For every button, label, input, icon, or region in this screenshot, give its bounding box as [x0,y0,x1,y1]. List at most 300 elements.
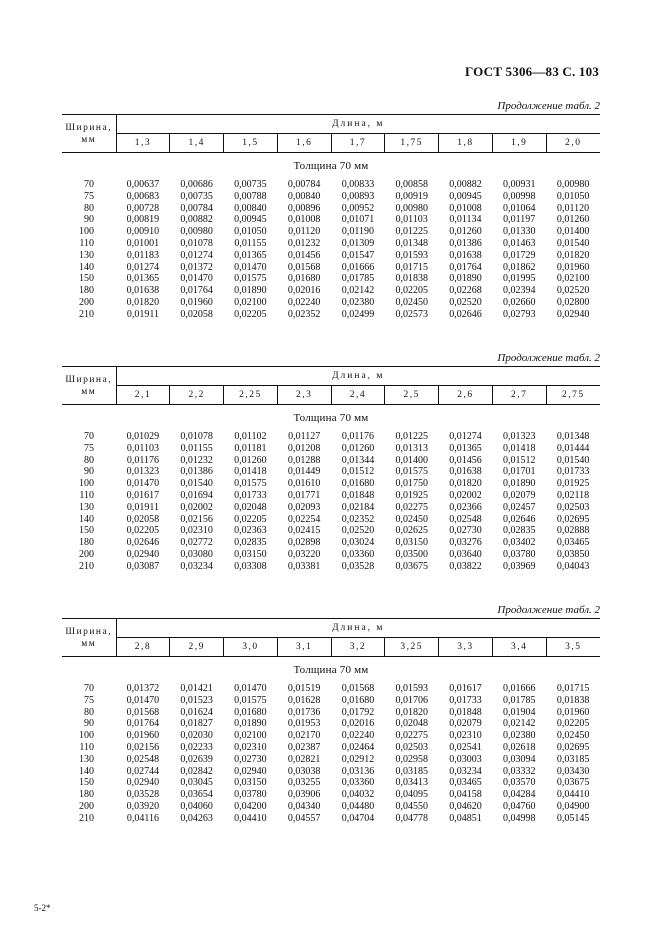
table-row [62,813,600,825]
table-row [62,191,600,203]
volume-cell: 0,01386 [180,466,213,478]
volume-cell: 0,01260 [449,226,482,238]
volume-cell: 0,02240 [287,296,321,308]
volume-cell: 0,00728 [126,202,160,214]
volume-cell: 0,02835 [502,525,536,537]
thickness-text: Толщина 70 мм [293,664,369,676]
volume-cell: 0,02100 [556,273,590,285]
width-value: 100 [79,226,94,238]
volume-cell: 0,01449 [287,466,321,478]
volume-cell: 0,02912 [341,753,375,765]
volume-cell: 0,03332 [502,765,536,777]
length-value: 3,4 [492,638,546,657]
volume-cell: 0,02646 [449,308,482,320]
volume-cell: 0,03276 [449,537,482,549]
volume-cell: 0,02352 [287,308,321,320]
volume-cell: 0,03360 [341,548,375,560]
length-value: 3,0 [224,638,278,657]
volume-cell: 0,02016 [341,718,375,730]
table-row [62,537,600,549]
volume-cell: 0,01827 [180,718,213,730]
volume-cell: 0,01890 [502,478,536,490]
volume-cell: 0,01666 [341,261,375,273]
volume-cell: 0,02772 [180,537,213,549]
volume-cell: 0,01418 [502,442,536,454]
volume-cell: 0,01120 [556,202,590,214]
volume-cell: 0,01463 [502,237,536,249]
width-value: 70 [84,431,94,442]
volume-cell: 0,03150 [395,537,428,549]
width-value: 150 [79,273,94,285]
volume-cell: 0,02940 [234,765,267,777]
table-row [62,226,600,238]
width-unit: мм [81,386,97,397]
volume-cell: 0,03185 [556,753,590,765]
table-row [62,478,600,490]
table-row [62,801,600,813]
table-row [62,455,600,467]
volume-cell: 0,02205 [234,513,267,525]
volume-cell: 0,01995 [502,273,536,285]
width-header [62,367,116,405]
volume-cell: 0,02520 [341,525,375,537]
width-value: 110 [79,741,94,753]
volume-cell: 0,00637 [126,179,160,190]
thickness-row [62,657,600,684]
volume-cell: 0,00788 [234,190,267,202]
volume-cell: 0,02058 [180,308,213,320]
volume-cell: 0,03402 [502,537,536,549]
volume-cell: 0,02618 [502,741,536,753]
data-table [62,114,600,321]
width-value: 80 [84,202,94,214]
volume-cell: 0,01523 [180,694,213,706]
volume-cell: 0,02730 [449,525,482,537]
volume-cell: 0,04410 [556,789,590,801]
volume-cell: 0,01820 [126,296,160,308]
volume-cell: 0,01176 [341,431,375,442]
volume-cell: 0,04116 [126,812,159,824]
thickness-label [62,405,600,432]
volume-cell: 0,01701 [502,466,536,478]
length-value: 2,8 [116,638,170,657]
volume-cell: 0,02170 [287,730,321,742]
volume-cell: 0,03500 [395,548,428,560]
continuation-label: Продолжение табл. 2 [497,352,600,364]
volume-cell: 0,01330 [502,226,536,238]
volume-cell: 0,02573 [395,308,428,320]
volume-cell: 0,02625 [395,525,428,537]
volume-cell: 0,01733 [449,694,482,706]
volume-cell: 0,01666 [502,683,536,694]
volume-cell: 0,02002 [180,501,213,513]
width-unit: мм [81,134,97,145]
volume-cell: 0,02016 [287,285,321,297]
volume-cell: 0,01820 [449,478,482,490]
table-row [62,730,600,742]
table-row [62,789,600,801]
length-caption: Длина, м [116,619,600,638]
length-header-row [62,134,600,153]
width-value: 140 [79,513,94,525]
volume-cell: 0,02142 [341,285,375,297]
volume-cell: 0,01103 [395,214,428,226]
volume-cell: 0,01953 [287,718,321,730]
volume-cell: 0,01960 [556,706,590,718]
volume-cell: 0,02030 [180,730,213,742]
volume-cell: 0,02821 [287,753,321,765]
table-row [62,285,600,297]
length-header-row [62,386,600,405]
volume-cell: 0,04043 [556,560,590,572]
volume-cell: 0,00980 [395,202,428,214]
volume-cell: 0,02695 [556,513,590,525]
width-value: 150 [79,777,94,789]
length-header-row [62,638,600,657]
volume-cell: 0,02888 [556,525,590,537]
volume-cell: 0,00686 [180,179,213,190]
volume-cell: 0,01593 [395,683,428,694]
header-row [62,115,600,134]
volume-cell: 0,01260 [234,454,267,466]
volume-cell: 0,03465 [449,777,482,789]
table-row [62,490,600,502]
width-value: 75 [84,190,94,202]
volume-cell: 0,01470 [234,261,267,273]
volume-cell: 0,01960 [556,261,590,273]
volume-cell: 0,01225 [395,226,428,238]
volume-cell: 0,01706 [395,694,428,706]
volume-cell: 0,01456 [449,454,482,466]
table-row [62,466,600,478]
volume-cell: 0,01008 [287,214,321,226]
table-row [62,443,600,455]
volume-cell: 0,02548 [449,513,482,525]
volume-cell: 0,01925 [395,489,428,501]
length-value: 3,2 [331,638,385,657]
length-caption: Длина, м [116,367,600,386]
volume-cell: 0,02240 [341,730,375,742]
volume-cell: 0,01400 [395,454,428,466]
volume-cell: 0,03969 [502,560,536,572]
width-value: 130 [79,249,94,261]
width-value: 210 [79,308,94,320]
volume-cell: 0,01680 [341,478,375,490]
volume-cell: 0,01593 [395,249,428,261]
volume-cell: 0,00998 [502,190,536,202]
volume-cell: 0,02450 [395,296,428,308]
volume-cell: 0,01540 [556,454,590,466]
volume-cell: 0,01540 [556,237,590,249]
volume-cell: 0,01715 [395,261,428,273]
volume-cell: 0,02639 [180,753,213,765]
length-value: 1,8 [439,134,493,153]
volume-cell: 0,00882 [180,214,213,226]
volume-cell: 0,03822 [449,560,482,572]
volume-cell: 0,01890 [234,285,267,297]
volume-cell: 0,03640 [449,548,482,560]
length-value: 2,4 [331,386,385,405]
volume-cell: 0,02387 [287,741,321,753]
volume-cell: 0,03185 [395,765,428,777]
length-value: 2,1 [116,386,170,405]
volume-cell: 0,01729 [502,249,536,261]
volume-cell: 0,01568 [341,683,375,694]
volume-cell: 0,03255 [287,777,321,789]
volume-cell: 0,01155 [234,237,267,249]
continuation-label: Продолжение табл. 2 [497,100,600,112]
table-row [62,754,600,766]
volume-cell: 0,02205 [556,718,590,730]
volume-cell: 0,04095 [395,789,428,801]
volume-cell: 0,03528 [341,560,375,572]
volume-cell: 0,04060 [180,800,213,812]
width-value: 200 [79,296,94,308]
width-value: 110 [79,489,94,501]
length-value: 3,3 [439,638,493,657]
volume-cell: 0,00735 [234,179,267,190]
volume-cell: 0,00931 [502,179,536,190]
width-value: 80 [84,706,94,718]
volume-cell: 0,02100 [234,296,267,308]
volume-cell: 0,01470 [234,683,267,694]
volume-cell: 0,04032 [341,789,375,801]
volume-cell: 0,01064 [502,202,536,214]
volume-cell: 0,01960 [126,730,160,742]
volume-cell: 0,04998 [502,812,536,824]
volume-cell: 0,02268 [449,285,482,297]
volume-cell: 0,01348 [395,237,428,249]
volume-cell: 0,02156 [180,513,213,525]
volume-cell: 0,01372 [180,261,213,273]
volume-cell: 0,01232 [287,237,321,249]
volume-cell: 0,03234 [180,560,213,572]
volume-cell: 0,02366 [449,501,482,513]
volume-cell: 0,00840 [234,202,267,214]
volume-cell: 0,03087 [126,560,160,572]
volume-cell: 0,03038 [287,765,321,777]
volume-cell: 0,01715 [556,683,590,694]
volume-cell: 0,02646 [502,513,536,525]
volume-cell: 0,02093 [287,501,321,513]
volume-cell: 0,01029 [126,431,160,442]
volume-cell: 0,02842 [180,765,213,777]
width-value: 90 [84,466,94,478]
volume-cell: 0,01838 [395,273,428,285]
table-row [62,683,600,695]
width-value: 140 [79,765,94,777]
volume-cell: 0,02275 [395,730,428,742]
length-value: 2,25 [224,386,278,405]
volume-cell: 0,01638 [449,466,482,478]
volume-cell: 0,01323 [126,466,160,478]
volume-cell: 0,01911 [126,501,159,513]
width-value: 100 [79,730,94,742]
length-value: 1,75 [385,134,439,153]
volume-cell: 0,03360 [341,777,375,789]
volume-cell: 0,01120 [288,226,321,238]
volume-cell: 0,04340 [287,800,321,812]
table-row [62,777,600,789]
volume-cell: 0,00896 [287,202,321,214]
volume-cell: 0,01348 [556,431,590,442]
volume-cell: 0,01078 [180,237,213,249]
thickness-text: Толщина 70 мм [293,412,369,424]
table-row [62,238,600,250]
table-row [62,742,600,754]
volume-cell: 0,01575 [234,273,267,285]
volume-cell: 0,02464 [341,741,375,753]
length-value: 2,5 [385,386,439,405]
volume-cell: 0,02499 [341,308,375,320]
volume-cell: 0,03570 [502,777,536,789]
volume-cell: 0,01418 [234,466,267,478]
volume-cell: 0,02205 [234,308,267,320]
volume-cell: 0,01575 [234,694,267,706]
table-row [62,514,600,526]
table-row [62,179,600,191]
width-value: 90 [84,214,94,226]
data-table [62,366,600,573]
volume-cell: 0,01001 [126,237,160,249]
volume-cell: 0,02940 [126,777,160,789]
volume-cell: 0,00819 [126,214,160,226]
length-value: 2,9 [170,638,224,657]
volume-cell: 0,01008 [449,202,482,214]
volume-cell: 0,03136 [341,765,375,777]
volume-cell: 0,01785 [502,694,536,706]
thickness-row [62,405,600,432]
volume-cell: 0,02380 [502,730,536,742]
table-row [62,309,600,321]
volume-cell: 0,01624 [180,706,213,718]
length-value: 2,3 [277,386,331,405]
volume-cell: 0,04550 [395,800,428,812]
width-value: 70 [84,683,94,694]
volume-cell: 0,00882 [449,179,482,190]
volume-cell: 0,01617 [126,489,160,501]
volume-cell: 0,01181 [234,442,267,454]
width-value: 130 [79,753,94,765]
volume-cell: 0,01050 [234,226,267,238]
volume-cell: 0,00858 [395,179,428,190]
table-section-3 [62,602,600,825]
volume-cell: 0,02048 [234,501,267,513]
width-value: 180 [79,789,94,801]
volume-cell: 0,02205 [126,525,160,537]
volume-cell: 0,01764 [126,718,160,730]
volume-cell: 0,01862 [502,261,536,273]
volume-cell: 0,02744 [126,765,160,777]
volume-cell: 0,01680 [287,273,321,285]
volume-cell: 0,02310 [180,525,213,537]
volume-cell: 0,02730 [234,753,267,765]
volume-cell: 0,02079 [449,718,482,730]
length-value: 1,6 [277,134,331,153]
volume-cell: 0,01733 [556,466,590,478]
volume-cell: 0,03045 [180,777,213,789]
volume-cell: 0,04851 [449,812,482,824]
volume-cell: 0,01155 [180,442,213,454]
volume-cell: 0,02205 [395,285,428,297]
length-value: 3,1 [277,638,331,657]
volume-cell: 0,01386 [449,237,482,249]
volume-cell: 0,01733 [234,489,267,501]
volume-cell: 0,02457 [502,501,536,513]
volume-cell: 0,01071 [341,214,375,226]
width-value: 100 [79,478,94,490]
width-value: 75 [84,694,94,706]
volume-cell: 0,03381 [287,560,321,572]
volume-cell: 0,01890 [449,273,482,285]
length-value: 2,0 [546,134,600,153]
volume-cell: 0,03003 [449,753,482,765]
volume-cell: 0,02142 [502,718,536,730]
volume-cell: 0,00919 [395,190,428,202]
volume-cell: 0,02275 [395,501,428,513]
volume-cell: 0,03528 [126,789,160,801]
volume-cell: 0,02450 [556,730,590,742]
length-value: 1,5 [224,134,278,153]
volume-cell: 0,02520 [556,285,590,297]
volume-cell: 0,02503 [556,501,590,513]
volume-cell: 0,02394 [502,285,536,297]
volume-cell: 0,03308 [234,560,267,572]
width-value: 210 [79,812,94,824]
width-unit: мм [81,638,97,649]
volume-cell: 0,00893 [341,190,375,202]
volume-cell: 0,01680 [341,694,375,706]
volume-cell: 0,01232 [180,454,213,466]
volume-cell: 0,01444 [556,442,590,454]
volume-cell: 0,03024 [341,537,375,549]
width-label: Ширина, [65,626,113,637]
volume-cell: 0,04158 [449,789,482,801]
table-row [62,431,600,443]
width-header [62,619,116,657]
volume-cell: 0,00945 [234,214,267,226]
table-row [62,203,600,215]
footer-mark: 5-2* [34,903,51,913]
volume-cell: 0,01771 [287,489,321,501]
volume-cell: 0,01848 [341,489,375,501]
volume-cell: 0,02940 [556,308,590,320]
table-row [62,297,600,309]
volume-cell: 0,01575 [395,466,428,478]
volume-cell: 0,01127 [288,431,321,442]
volume-cell: 0,03780 [502,548,536,560]
volume-cell: 0,01890 [234,718,267,730]
volume-cell: 0,01610 [287,478,321,490]
width-value: 80 [84,454,94,466]
table-row [62,707,600,719]
volume-cell: 0,01470 [126,478,160,490]
volume-cell: 0,01176 [126,454,159,466]
volume-cell: 0,02646 [126,537,160,549]
volume-cell: 0,00683 [126,190,160,202]
width-value: 150 [79,525,94,537]
volume-cell: 0,01313 [395,442,428,454]
volume-cell: 0,01838 [556,694,590,706]
volume-cell: 0,04760 [502,800,536,812]
width-value: 70 [84,179,94,190]
volume-cell: 0,01400 [556,226,590,238]
length-value: 2,7 [492,386,546,405]
volume-cell: 0,03234 [449,765,482,777]
volume-cell: 0,01960 [180,296,213,308]
volume-cell: 0,03920 [126,800,160,812]
volume-cell: 0,03150 [234,548,267,560]
